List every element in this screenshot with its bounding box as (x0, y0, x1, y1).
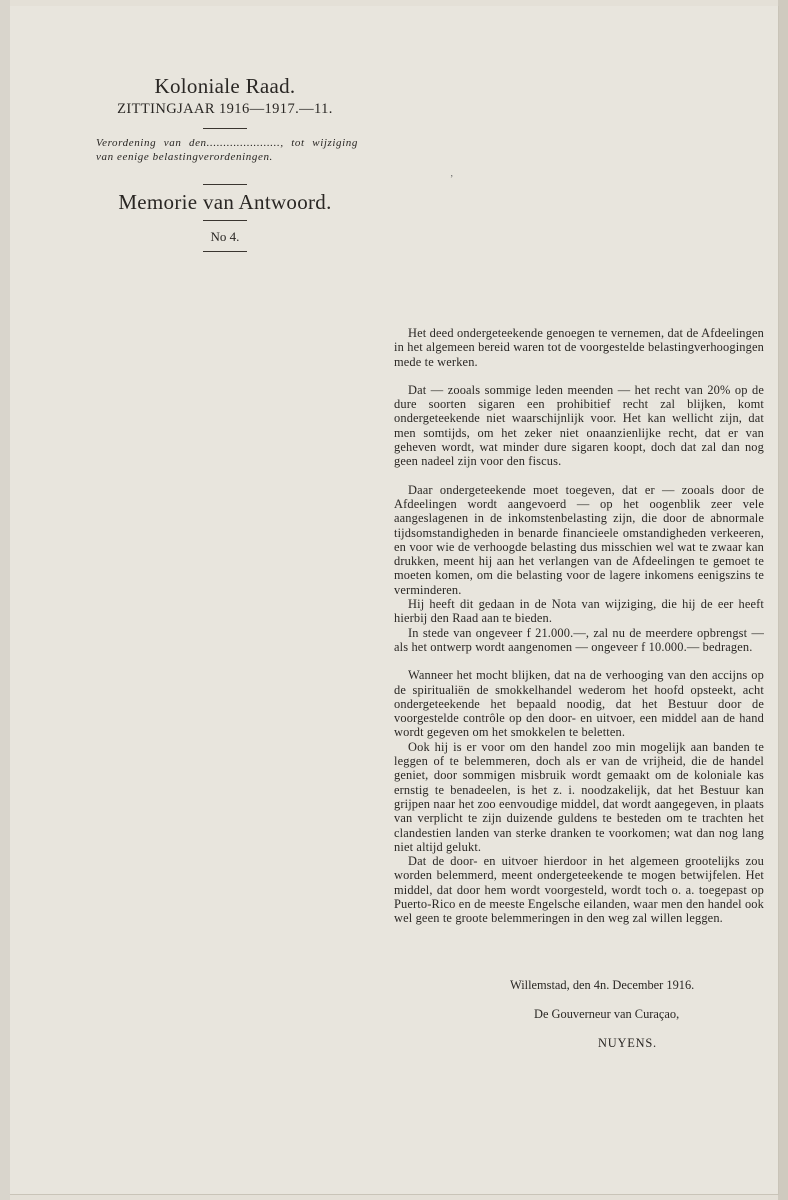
divider (203, 184, 247, 185)
page-left-shadow (0, 0, 10, 1200)
place-date: Willemstad, den 4n. December 1916. (510, 978, 695, 992)
divider (203, 220, 247, 221)
paragraph: Hij heeft dit gedaan in de Nota van wijziging, die hij de eer heeft hierbij den Raad aan te bieden. (394, 597, 764, 626)
body-text (394, 326, 764, 926)
ordinance-title: Verordening van den......................, tot wijziging van eenige belastingverordeningen. (96, 137, 358, 163)
paragraph: Dat de door- en uitvoer hierdoor in het algemeen grootelijks zou worden belemmerd, meent ondergeteekende te mogen betwijfelen. Het middel, dat door hem wordt voorgesteld, wordt toch o. a. toegepast op Puerto-Rico en de meeste Engelsche eilanden, waar men den handel ook wel geen te groote belemmeringen in den weg zal willen leggen. (394, 854, 764, 926)
divider (203, 251, 247, 252)
session-year: ZITTINGJAAR 1916—1917.—11. (117, 101, 333, 117)
paragraph: Het deed ondergeteekende genoegen te vernemen, dat de Afdeelingen in het algemeen bereid waren tot de voorgestelde belastingverhoogingen mede te werken. (394, 326, 764, 369)
signer-title: De Gouverneur van Curaçao, (534, 1007, 680, 1021)
page-right-shadow (778, 0, 788, 1200)
divider (203, 128, 247, 129)
document-page (10, 6, 779, 1195)
stray-mark: ’ (450, 174, 454, 185)
paragraph: Ook hij is er voor om den handel zoo min mogelijk aan banden te leggen of te belemmeren, doch als er van de vrijheid, die de handel geniet, door sommigen misbruik wordt gemaakt om de koloniale kas ernstig te benadeelen, is het z. i. noodzakelijk, dat het Bestuur kan grijpen naar het zoo eenvoudige middel, dat wordt aangegeven, in plaats van verplicht te zijn duizende guldens te besteden om te trachten het clandestien landen van sterke dranken te voorkomen; wat dan nog lang niet altijd gelukt. (394, 739, 764, 854)
paragraph: Daar ondergeteekende moet toegeven, dat er — zooals door de Afdeelingen wordt aangevoerd — op het oogenblik zeer vele aangeslagenen in de inkomstenbelasting zijn, die door de abnormale tijdsomstandigheden in benarde financieele omstandigheden verkeeren, en voor wie de verhoogde belasting dus misschien wel wat te zwaar kan drukken, meent hij aan het verlangen van de Afdeelingen te gemoet te moeten komen, om die belasting voor de lagere inkomens eenigszins te verminderen. (394, 482, 764, 597)
paragraph: In stede van ongeveer f 21.000.—, zal nu de meerdere opbrengst — als het ontwerp wordt aangenomen — ongeveer f 10.000.— bedragen. (394, 625, 764, 654)
document-type: Memorie van Antwoord. (118, 190, 332, 214)
page-title: Koloniale Raad. (154, 74, 296, 98)
document-number: No 4. (210, 229, 240, 244)
signer-name: NUYENS. (598, 1036, 657, 1050)
paragraph: Wanneer het mocht blijken, dat na de verhooging van den accijns op de spiritualiën de smokkelhandel wederom het hoofd opsteekt, acht ondergeteekende het bepaald noodig, dat het Bestuur door de voorgestelde contrôle op den door- en uitvoer, een middel aan de hand wordt gegeven om het smokkelen te beletten. (394, 668, 764, 740)
paragraph: Dat — zooals sommige leden meenden — het recht van 20% op de dure soorten sigaren een prohibitief recht zal blijken, komt ondergeteekende niet waarschijnlijk voor. Het kan wellicht zijn, dat men somtijds, om het zeker niet onaanzienlijke recht, dat er van geheven wordt, wat minder dure sigaren koopt, doch dat zal dan nog geen nadeel zijn voor den fiscus. (394, 382, 764, 469)
